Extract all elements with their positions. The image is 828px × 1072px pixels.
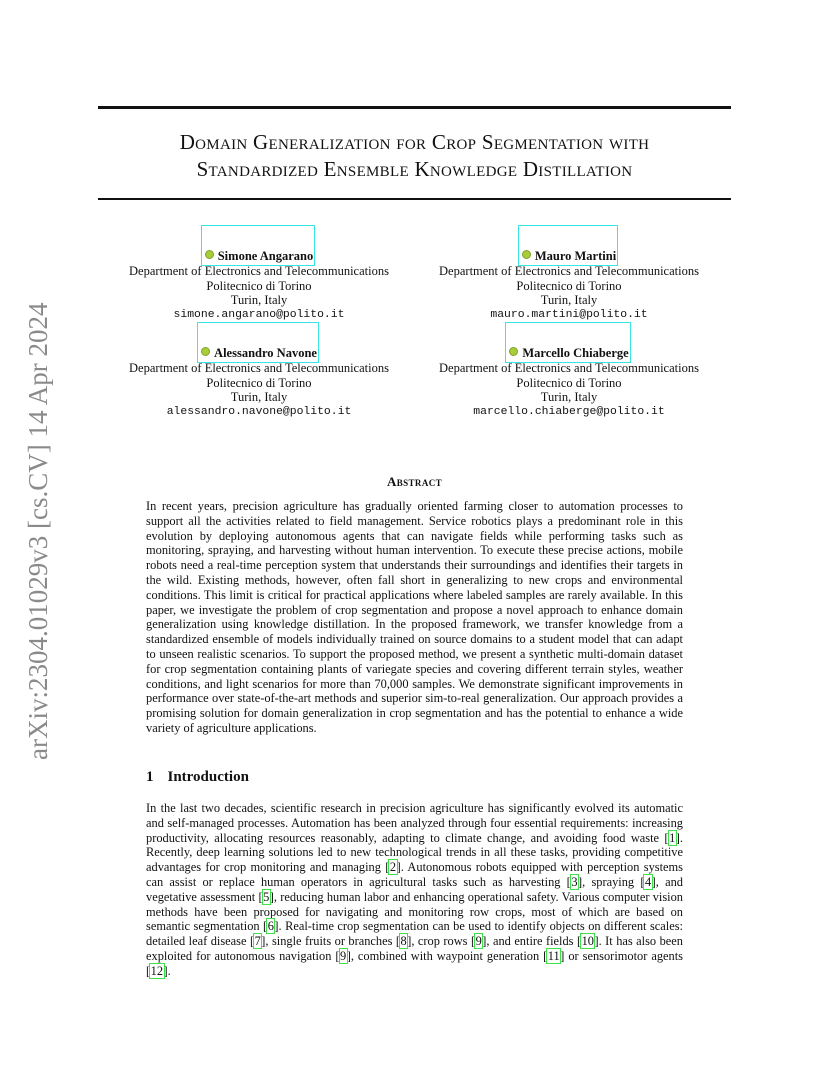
citation-link[interactable]: 4 xyxy=(644,874,652,889)
intro-text-segment: In the last two decades, scientific research in precision agriculture has significantly evolved its automatic and self-managed processes. Automation has been analyzed through four essential requirements: increasing productivity, allocating resources reasonably, adapting to climate change, and avoiding food waste [ xyxy=(146,801,683,845)
abstract-heading: Abstract xyxy=(386,474,443,489)
intro-text-segment: ], and entire fields [ xyxy=(482,934,582,949)
intro-text-segment: ], and vegetative assessment [ xyxy=(146,874,683,904)
author-link-box[interactable] xyxy=(197,322,319,363)
author-email[interactable]: simone.angarano@polito.it xyxy=(173,309,345,322)
author-link-box[interactable] xyxy=(505,322,630,363)
author-name[interactable] xyxy=(201,346,317,361)
paper-title xyxy=(98,129,731,183)
author-name-text: Mauro Martini xyxy=(534,249,617,263)
author-name-text: Marcello Chiaberge xyxy=(522,346,629,360)
intro-text-segment: ]. It has also been exploited for autonomous navigation [ xyxy=(146,934,683,963)
introduction-paragraph xyxy=(146,801,683,979)
section-number: 1 xyxy=(146,769,154,785)
citation-link[interactable]: 5 xyxy=(263,889,270,904)
author-institution: Politecnico di Torino xyxy=(516,375,622,390)
author-department: Department of Electronics and Telecommunications xyxy=(439,263,699,278)
intro-text-segment: ], single fruits or branches [ xyxy=(261,934,401,949)
author-name-text: Alessandro Navone xyxy=(214,346,317,360)
section-title: Introduction xyxy=(167,769,249,785)
author-location: Turin, Italy xyxy=(230,390,288,405)
abstract-text: In recent years, precision agriculture has gradually oriented farming closer to automation processes to support all the activities related to field management. Service robotics plays a predominant role in this evolution by deploying autonomous agents that can navigate fields while performing tasks such as monitoring, spraying, and harvesting without human intervention. To execute these precise actions, mobile robots need a real-time perception system that understands their surroundings and identifies their targets in the wild. Existing methods, however, often fall short in generalizing to new crops and environmental conditions. This limit is critical for practical applications where labeled samples are rarely available. In this paper, we investigate the problem of crop segmentation and propose a novel approach to enhance domain generalization using knowledge distillation. In the proposed framework, we transfer knowledge from a standardized ensemble of models individually trained on source domains to a student model that can adapt to unseen realistic scenarios. To support the proposed method, we present a synthetic multi-domain dataset for crop segmentation containing plants of variegate species and covering different terrain styles, weather conditions, and light scenarios for more than 70,000 samples. We demonstrate significant improvements in performance over state-of-the-art methods and superior sim-to-real generalization. Our approach provides a promising solution for domain generalization in crop segmentation and has the potential to enhance a wide variety of agriculture applications. xyxy=(146,499,683,735)
author-email[interactable]: mauro.martini@polito.it xyxy=(490,309,648,322)
author-email[interactable]: marcello.chiaberge@polito.it xyxy=(473,406,665,419)
author-email[interactable]: alessandro.navone@polito.it xyxy=(166,406,352,419)
author-location: Turin, Italy xyxy=(230,293,288,308)
intro-text-segment: ]. Real-time crop segmentation can be used to identify objects on different scales: detailed leaf disease [ xyxy=(146,919,683,949)
citation-link[interactable]: 10 xyxy=(581,934,594,949)
author-name[interactable] xyxy=(205,249,314,264)
citation-link[interactable]: 8 xyxy=(400,934,407,949)
citation-link[interactable]: 6 xyxy=(267,919,274,934)
citation-link[interactable]: 7 xyxy=(254,934,261,949)
author-institution: Politecnico di Torino xyxy=(206,375,312,390)
author-institution: Politecnico di Torino xyxy=(516,278,622,293)
author-name[interactable] xyxy=(509,346,628,361)
citation-link[interactable]: 1 xyxy=(669,830,676,845)
citation-link[interactable]: 3 xyxy=(571,874,578,889)
author-name-text: Simone Angarano xyxy=(217,249,314,263)
paper-title-line-2: Standardized Ensemble Knowledge Distillation xyxy=(196,157,633,181)
author-link-box[interactable] xyxy=(201,225,316,266)
author-location: Turin, Italy xyxy=(540,293,598,308)
paper-title-line-1: Domain Generalization for Crop Segmentation with xyxy=(179,130,650,154)
intro-text-segment: ], combined with waypoint generation [ xyxy=(346,948,548,963)
intro-text-segment: ] or sensorimotor agents [ xyxy=(146,948,683,978)
author-block xyxy=(109,346,409,420)
citation-link[interactable]: 2 xyxy=(389,860,397,875)
intro-text-segment: ]. Recently, deep learning solutions led to new technological trends in all these tasks, providing competitive advantages for crop monitoring and managing [ xyxy=(146,830,683,875)
title-top-rule xyxy=(98,106,731,109)
author-institution: Politecnico di Torino xyxy=(206,278,312,293)
author-name[interactable] xyxy=(522,249,616,264)
section-heading xyxy=(146,768,249,786)
citation-link[interactable]: 12 xyxy=(150,963,164,978)
intro-text-segment: ]. xyxy=(163,963,171,978)
author-department: Department of Electronics and Telecommunications xyxy=(129,360,389,375)
citation-link[interactable]: 9 xyxy=(475,934,482,949)
citation-link[interactable]: 9 xyxy=(340,948,347,963)
intro-text-segment: ], reducing human labor and enhancing operational safety. Various computer vision methods have been proposed for navigating and monitoring row crops, most of which are based on semantic segmentation [ xyxy=(146,889,684,934)
author-link-box[interactable] xyxy=(518,225,618,266)
arxiv-identifier-stamp[interactable]: arXiv:2304.01029v3 [cs.CV] 14 Apr 2024 xyxy=(23,302,53,760)
author-block xyxy=(419,346,719,420)
intro-text-segment: ]. Autonomous robots equipped with perception systems can assist or replace human operators in agricultural tasks such as harvesting [ xyxy=(146,860,684,889)
citation-link[interactable]: 11 xyxy=(547,948,560,963)
author-block xyxy=(109,249,409,323)
title-bottom-rule xyxy=(98,198,731,200)
author-department: Department of Electronics and Telecommunications xyxy=(129,263,389,278)
author-block xyxy=(419,249,719,323)
intro-text-segment: ], crop rows [ xyxy=(407,934,476,949)
author-location: Turin, Italy xyxy=(540,390,598,405)
author-department: Department of Electronics and Telecommunications xyxy=(439,360,699,375)
intro-text-segment: ], spraying [ xyxy=(578,874,645,889)
